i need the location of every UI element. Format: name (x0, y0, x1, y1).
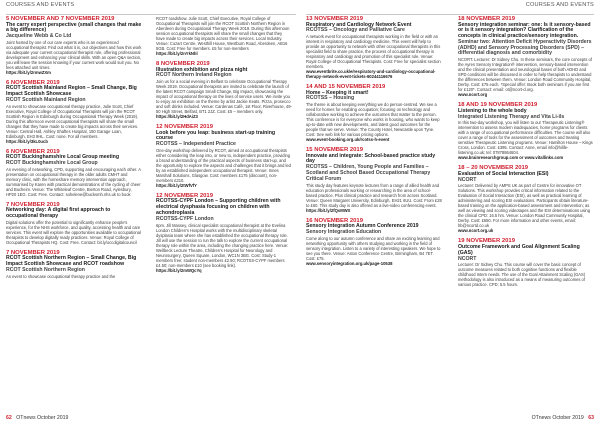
event-description: Joint hosted by one of our care experts who is an experienced occupational therapist. Find out what it is, our objectives and how this work via adequate your current occupational therapist role, offering professional development and enhancing your clinical skills. With an open Q&A section, you will leave the session knowing if your current work would suit you. No fees attached unit times. (6, 39, 142, 70)
event-entry (156, 193, 292, 273)
footer-publication-left: OTnews October 2019 (16, 415, 69, 421)
event-link[interactable]: https://bit.ly/2fQsMWX (306, 207, 351, 213)
event-title: Evaluation of Social Interaction (ESI) (458, 170, 549, 177)
event-organiser: RCOT Northern Ireland Region (156, 72, 232, 79)
event-entry (6, 16, 142, 75)
event-link[interactable]: www.sensoryintegration.org.uk/page-10538 (306, 260, 393, 266)
event-description: Join us for a social evening in Belfast to celebrate Occupational Therapy Week 2019. Occupational therapists are invited to celebrate the launch of the latest RCOT campaign Small Change, Big Impact, showcasing the impact of occupational therapy on the lives of service users. We invite you to enjoy an exhibition on the theme by artist Jackie Keats. Pizza, prosecco and soft drinks included. Venue: Cardenas Café, 1st Floor, Riverhouse, 49-50 High Street, Belfast, BT1 2JZ. Cost: £5 – members only. (156, 79, 292, 115)
event-description: 6pm. Jill Massey, clinical specialist occupational therapist at the Evelina London Children's Hospital works with the multidisciplinary skeletal dysplasia team where she has established the occupational therapy role. Jill will use the session to run the talk to explore the current occupational therapy role within the area, including the changing practice here. Venue: Wellbeck Lecture Theatre, Children's Hospital for Neurology and Neurosurgery, Queen Square, London, WC1N 3BG. Cost: Study-1 members free; student non-members £2.50; RCOTSS-CYPF members £4.50; non-members £10 (see booking link). (156, 222, 289, 268)
event-date: 6 NOVEMBER 2019 (6, 79, 60, 86)
footer-left (6, 415, 68, 421)
event-entry (6, 202, 142, 245)
page-number-right: 63 (588, 415, 594, 421)
event-entry (458, 165, 594, 233)
event-description: NCORT. Lecturer: Dr Sidney Chu. In these seminars, the core concepts of the Ayres Sensory Integration® intervention, sensory-based intervention and the clinical presentation and neurological bases of both ADHD and SPD conditions will be discussed in order to help therapists to understand the differences between them. Venue: London Road Community Hospital, Derby. Cost: £75 each. *Special offer: Book both seminars if you are first for £120*. Contact: email: ot@ncort-d.org. (458, 57, 592, 93)
page-header-left: COURSES AND EVENTS (6, 2, 296, 15)
event-entry (6, 149, 142, 197)
event-title: Respiratory and Cardiology Network Event (306, 21, 412, 28)
event-date: 18 – 20 NOVEMBER 2019 (458, 165, 529, 172)
column-4 (458, 16, 594, 292)
event-date: 12 NOVEMBER 2019 (156, 192, 213, 199)
event-date: 14 AND 15 NOVEMBER 2019 (306, 84, 386, 91)
event-entry (458, 102, 594, 160)
event-link[interactable]: www.ncort.org (458, 92, 488, 98)
event-description: An event to showcase occupational therapy practice and the (6, 273, 116, 279)
event-date: 15 NOVEMBER 2019 (306, 147, 363, 154)
event-entry (156, 16, 292, 56)
event-organiser: Sensory Integration Education (306, 228, 382, 235)
event-organiser: NCORT (458, 176, 477, 183)
event-description: Lecturer: Dr Sidney Chu. This course will cover the basic concept of outcome measures related to both cognitive functions and flexible childhood Intern needs. The use of the Goal Attainment Scaling (GAS) methodology is also introduced as a means of measuring outcomes of various practice. CPD: 5.5 hours. (458, 262, 586, 288)
event-organiser: RCOT Buckinghamshire Local Group (6, 160, 98, 167)
event-title: Outcome Framework and Goal Alignment Scaling (GAS) (458, 243, 580, 256)
event-link[interactable]: www.event-booking.org.uk/rcotss-h-event (306, 137, 390, 143)
event-title: RCOT Scottish Northern Region – Small Change, Big Impact Scottish Showcase and RCOT roadshow (6, 255, 137, 268)
page-header-right: COURSES AND EVENTS (306, 2, 594, 15)
event-date: 12 NOVEMBER 2019 (156, 124, 213, 131)
event-description: Lecturer: Delivered by AMPS UK as part of Centre for innovative OT Solutions. This workshop provides critical information related to the Evaluation of Social Interaction (ESI), as well as practical learning of administering and scoring ESI evaluations. Participants obtain literature-based training on the application-based assessment and intervention; as well as viewing and scoring videotapes and the ESI determinations using the clinical CPD: 16.5 hrs. Venue: London Road Community Hospital, Derby. Cost: £650. For more information and other events, email: hb@ncortd.co.uk (458, 183, 590, 229)
event-date: 7 NOVEMBER 2019 (6, 249, 60, 256)
event-link[interactable]: https://bit.ly/2nYkNhl (156, 51, 198, 56)
event-title: Home – Keeping it smart! (306, 89, 369, 96)
event-organiser: RCOTSS – Housing (306, 95, 355, 102)
event-organiser: RCOTSS – Oncology and Palliative Care (306, 27, 405, 34)
event-link[interactable]: www.eventbrite.co.uk/e/respiratory-and-cardiology-occupational-therapy-network-event-tickets-60244116676 (306, 69, 436, 80)
event-date: 13 NOVEMBER 2019 (306, 16, 363, 22)
event-title: The carry expert perspective (small changes that make a big difference) (6, 21, 142, 34)
event-date: 19 NOVEMBER 2019 (458, 238, 515, 245)
event-link[interactable]: https://bit.ly/3kL0ucb (6, 138, 48, 144)
event-title: Innovate and integrate: School-based practice study day (306, 152, 436, 165)
event-link[interactable]: https://bit.ly/2HdAiZ3 (156, 114, 198, 120)
event-title: Networking day: A digital first approach to occupational therapy (6, 207, 111, 220)
column-2 (156, 16, 292, 278)
event-entry (156, 61, 292, 119)
event-organiser: RCOTSS – Independent Practice (156, 141, 236, 148)
event-organiser: RCOTSS – Children, Young People and Families – Scotland and School Based Occupational Therapy Critical Forum (306, 164, 431, 182)
event-link[interactable]: www.brainresearchgroup.com or www.vitallinks.com (458, 155, 564, 161)
event-date: 7 NOVEMBER 2019 (6, 201, 60, 208)
event-description: Come along to our autumn conference and share an exciting learning and networking opportunity with others studying and working in the field of sensory integration. Listen to a variety of interesting speakers. We hope to see you there. Venue: Aston Conference Centre, Birmingham, B4 7ET. Cost: £75. (306, 235, 441, 261)
footer-publication-right: OTnews October 2019 (531, 415, 584, 421)
event-description: An event to showcase occupational therapy practice, Julie Scott, Chief Executive, Royal College of Occupational Therapists will join the RCOT Scottish Region in Edinburgh during Occupational Therapy Week (2019). During this afternoon event occupational therapists will share the small changes that they have made to create big impacts across their services. Venue: Central Hall, Ashley Shaftes Hospital, 150 Garage Loan, Edinburgh, EH3 9HL. Cost: none. For all members. (6, 103, 139, 139)
event-description: This study day features keynote lectures from a range of allied health and education professionals working or researching in the area of school-based practice. Plus clinical practice and research from across Scotland. Venue: Queen Margaret University, Edinburgh, EH21 6UU. Cost: From £28 to £60. This study day is also offered as a live-video conferencing event. (306, 182, 442, 208)
event-description: RCOT roadshow. Julie Scott, Chief Executive, Royal College of Occupational Therapists will join the RCOT Scottish Northern Region in Aberdeen during Occupational Therapy Week 2019. During this afternoon session occupational therapists will share the small changes that they have made to create big impacts across their services. Local Industry. Venue: Cozart Centre, Westhill House, Westburn Road, Aberdeen, AB16 5GB. Cost: Free for members. £5 for non-members (156, 16, 290, 51)
event-organiser: Integrated Listening Therapy and Vita Li-ils (458, 113, 565, 120)
event-description: Digital solutions offer the potential to significantly enhance people's experience, for the NHS workforce, and quality, accessing health and care services. This event will explore the opportunities available to occupational therapists to develop digitally ready practices. Venue: Royal College of Occupational Therapists HQ. Cost: Free. Contact: bit.ly/occdigitalcouncil (6, 219, 141, 245)
event-title: Sensory integration seminar: one: Is it sensory-based or is it sensory integration? Clarification of the concepts in clinical practice/sensory integration. (458, 21, 591, 40)
event-title: RCOT Scottish Mainland Region – Small Change, Big Impact Scottish Showcase (6, 85, 137, 98)
event-organiser: Seminar two: Attention Deficit Hyperactivity Disorders (ADHD) and Sensory Processing Disorders (SPD) – differential diagnosis and comorbidity (458, 38, 592, 57)
event-title: Look before you leap: business start-up training course (156, 129, 276, 142)
event-date: 16 NOVEMBER 2019 (306, 217, 363, 224)
event-entry (6, 250, 142, 279)
event-description: One-day workshop delivered by RCOT, aimed at occupational therapists either considering the leap into, or new to, independent practice, providing a broad understanding of the practical aspects of business start-up, and the opportunity to explore the aspects and challenges that it brings and led by an established independent occupational therapist. Venue: Innes Marshall Solutions, Glasgow. Cost: members £175 (discount), non-members £210. (156, 147, 291, 183)
event-title: Sensory Integration Autumn Conference 2019 (306, 223, 419, 230)
event-entry (458, 16, 594, 97)
event-organiser: RCOT Scottish Mainland Region (6, 96, 86, 103)
event-entry (306, 84, 442, 142)
event-entry (306, 16, 442, 79)
footer-right (532, 415, 594, 421)
event-organiser: Jacqueline Webb & Co Ltd (6, 33, 72, 40)
event-entry (6, 80, 142, 144)
event-date: 18 AND 19 NOVEMBER 2019 (458, 102, 538, 109)
event-title: Listening to the whole body (458, 107, 527, 114)
event-organiser: RCOT Scottish Northern Region (6, 267, 85, 274)
event-entry (156, 124, 292, 188)
event-link[interactable]: https://bit.ly/2rmwZXm (6, 69, 51, 75)
event-date: 6 NOVEMBER 2019 (6, 148, 60, 155)
event-description: In this two-day workshop, you will listen to our Therapeutic Listening® intervention to assess modern inadequacies, home programs for clients with a range of occupational performance difficulties. The course will also cover a range of tools for the assessment of outcomes and treating sensitive Therapeutic Listening programs. Venue: Hamilton House – Kings Cross, London. Cost: £395. Contact: Anne, email info@hilife-listening.co.uk; tel: 07878864604. (458, 120, 593, 156)
event-date: 8 NOVEMBER 2019 (156, 61, 210, 67)
event-description: The theme is about keeping everything we do person-centred. We see a need for homes for enabling occupation; focusing on technology and collaborative working to achieve the outcomes that matter to the person. This conference is for everyone who works in housing, who wants to keep up-to-date with new developments, and latest good outcomes for the people that we serve. Venue: The County Hotel, Newcastle upon Tyne. Cost: See web link for various pricing options. (306, 102, 440, 138)
event-entry (306, 218, 442, 266)
event-description: A network event for occupational therapists working in the field or with an interest in respiratory and cardiology medicine. This event will help to provide an opportunity to network with other occupational therapists in this specialist field to share practice, the process of occupational therapy in respiratory and cardiology and promotion of this specialist role. Venue: Royal College of Occupational Therapists. Cost: Free for specialist section members. (306, 34, 441, 70)
event-date: 18 NOVEMBER 2019 (458, 16, 515, 22)
event-organiser: RCOTSS-CYPF London (156, 215, 214, 222)
event-entry (458, 238, 594, 287)
column-3 (306, 16, 442, 271)
event-link[interactable]: www.ncort.org.uk (458, 228, 494, 234)
event-title: Illustration exhibition and pizza night (156, 66, 248, 73)
event-description: An evening of networking, CPD, supporting and encouraging each other. A presentation on occupational therapy in the older adults CMHT and memory clinic, with the homeshare memory intervention approach, summarised by Karen with practical demonstrations of the cycling of cheer and Bucheim. Venue: The Whiteleaf Centre, Bierton Road, Aylesbury, HP20 1EG. Cost: Free. Contact: sohelene@bucksmh.nhs.uk to book (6, 166, 141, 197)
event-entry (306, 147, 442, 212)
event-title: RCOT Buckinghamshire Local Group meeting (6, 154, 119, 161)
event-title: RCOTSS-CYPF London – Supporting children with electrical dysphasia focusing on children with achondroplasia (156, 198, 281, 217)
page-number-left: 62 (6, 415, 12, 421)
column-1 (6, 16, 142, 284)
event-link[interactable]: https://bit.ly/2mWQcYq (156, 267, 202, 273)
event-link[interactable]: https://bit.ly/2tWfVfY (156, 182, 197, 188)
event-date: 5 NOVEMBER AND 7 NOVEMBER 2019 (6, 16, 115, 22)
event-organiser: NCORT (458, 255, 477, 262)
